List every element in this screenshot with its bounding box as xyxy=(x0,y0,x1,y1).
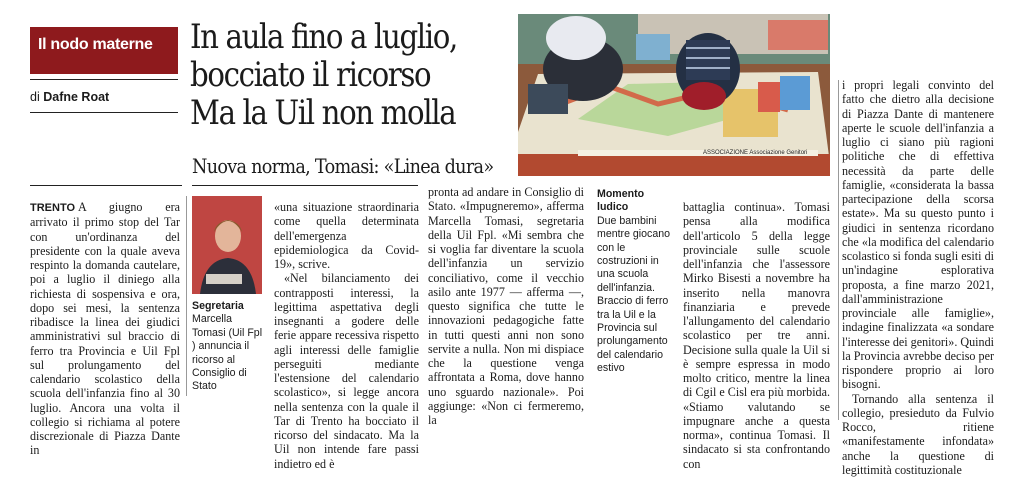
article-paragraph: i propri legali convinto del fatto che dietro alla decisione di Piazza Dante di mantenere aperte le scuole dell'infanzia a luglio ci siano più ragioni politiche che di effettiva necessità da parte delle famiglie, «considerata la bassa partecipazione della scorsa estate». Ma su questo punto i giudici in sentenza ricordano che «la modifica del calendario scolastico si fonda sugli esiti di un'indagine esplorativa proposta, a fine marzo 2021, dall'amministrazione provinciale alle famiglie», indagine finalizzata «a sondare l'interesse dei genitori». Quindi la Provincia avrebbe deciso per rispondere proprio ai loro bisogni. xyxy=(842,78,994,392)
headline-line: bocciato il ricorso xyxy=(190,56,474,94)
portrait-photo xyxy=(192,196,262,294)
divider xyxy=(30,79,178,80)
photo-mat-text: ASSOCIAZIONE Associazione Genitori xyxy=(703,150,807,156)
divider xyxy=(30,112,178,113)
article-column-4 xyxy=(683,200,830,471)
byline xyxy=(30,90,109,104)
divider xyxy=(30,185,182,186)
rubric-label: Il nodo materne xyxy=(38,36,153,54)
column-divider xyxy=(186,196,187,396)
article-column-2 xyxy=(274,200,419,471)
photo-caption-text: Due bambini mentre giocano con le costruzioni in una scuola dell'infanzia. Braccio di ferro tra la Uil e la Provincia sul prolungamento del calendario estivo xyxy=(597,215,670,374)
article-paragraph: «Nel bilanciamento dei contrapposti interessi, la legittima aspettativa degli insegnanti a godere delle ferie appare recessiva rispetto agli interessi delle famiglie perseguiti mediante l'estensione del calendario scolastico», si legge ancora nella sentenza con la quale il Tar di Trento ha bocciato il ricorso del sindacato. Ma la Uil non intende fare passi indietro ed è xyxy=(274,271,419,471)
portrait-caption-text: Marcella Tomasi (Uil Fpl ) annuncia il ricorso al Consiglio di Stato xyxy=(192,313,262,392)
divider xyxy=(192,185,418,186)
article-text: A giugno era arrivato il primo stop del Tar con un'ordinanza del presidente con la quale aveva respinto la domanda cautelare, poi a luglio il diniego alla richiesta di sospensiva e ora, dopo sei mesi, la sentenza ribadisce la linea dei giudici amministrativi sul braccio di ferro tra Provincia e Uil Fpl sul prolungamento del calendario scolastico della scuola dell'infanzia fino al 30 luglio. Ancora una volta il collegio si richiama al potere discrezionale di Piazza Dante in xyxy=(30,200,180,457)
children-playing-photo xyxy=(518,14,830,176)
article-column-5 xyxy=(842,78,994,477)
portrait-illustration xyxy=(192,196,262,294)
headline-line: In aula fino a luglio, xyxy=(190,18,474,56)
article-paragraph: «una situazione straordinaria come quella determinata dell'emergenza epidemiologica da Covid-19», scrive. xyxy=(274,200,419,271)
subtitle: Nuova norma, Tomasi: «Linea dura» xyxy=(192,154,493,178)
portrait-caption-title: Segretaria xyxy=(192,300,268,313)
photo-caption-title: Momento ludico xyxy=(597,188,675,215)
section-rubric xyxy=(30,27,178,74)
dateline: TRENTO xyxy=(30,202,75,214)
headline-line: Ma la Uil non molla xyxy=(190,94,474,132)
column-divider xyxy=(838,80,839,420)
byline-prefix: di xyxy=(30,90,40,104)
headline xyxy=(190,18,474,132)
portrait-caption xyxy=(192,300,268,394)
article-paragraph: pronta ad andare in Consiglio di Stato. «Impugneremo», afferma Marcella Tomasi, segretaria della Uil Fpl. «Mi sembra che si voglia far diventare la scuola dell'infanzia un servizio conciliativo, come il vecchio asilo ante 1977 — afferma —, questo significa che tutte le innovazioni pedagogiche fatte in tutti questi anni non sono servite a nulla. Non mi dispiace che la questione venga affrontata a Roma, dove hanno uno sguardo nazionale». Poi aggiunge: «Non ci fermeremo, la xyxy=(428,185,584,427)
photo-caption xyxy=(597,188,675,376)
article-paragraph: Tornando alla sentenza il collegio, presieduto da Fulvio Rocco, ritiene «manifestamente infondata» anche la questione di legittimità costituzionale xyxy=(842,392,994,477)
article-column-1 xyxy=(30,200,180,458)
article-paragraph: battaglia continua». Tomasi pensa alla modifica dell'articolo 5 della legge provinciale sulle scuole dell'infanzia che l'assessore Mirko Bisesti a novembre ha inserito nella manovra finanziaria e prevede l'allungamento del calendario scolastico per tre anni. Decisione sulla quale la Uil si è sempre espressa in modo molto critico, mentre la linea di Cgil e Cisl era più morbida. «Stiamo valutando se impugnare anche a questa norma», continua Tomasi. Il sindacato si sta confrontando con xyxy=(683,200,830,471)
article-column-3 xyxy=(428,185,584,427)
photo-illustration xyxy=(518,14,830,176)
byline-author: Dafne Roat xyxy=(43,90,109,104)
